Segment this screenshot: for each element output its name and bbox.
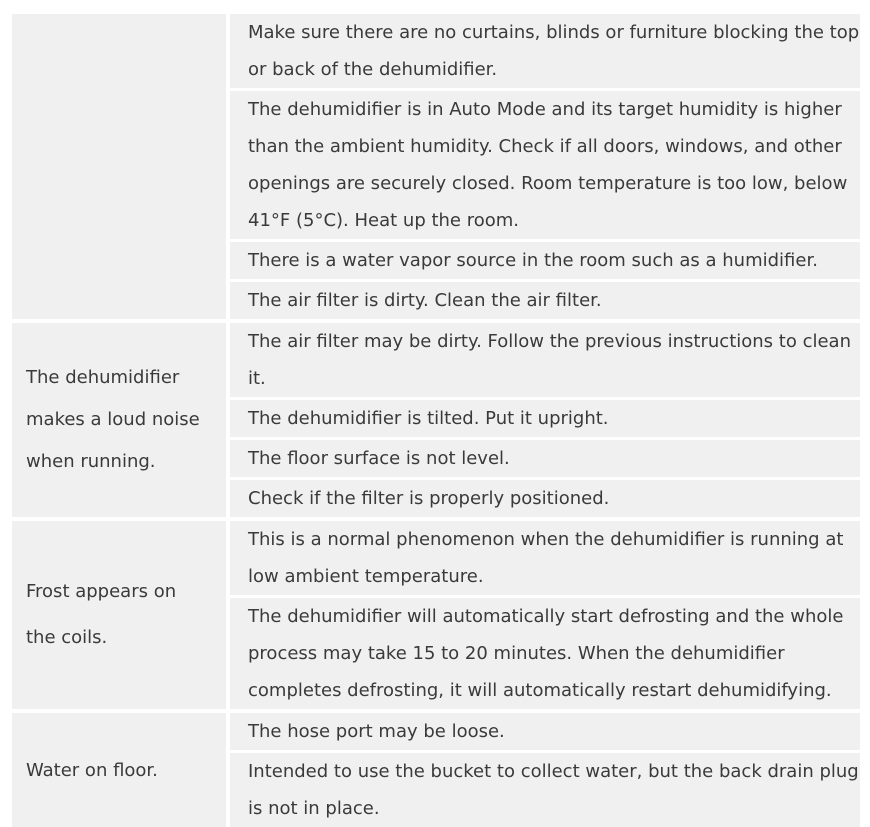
solution-cell: The air filter is dirty. Clean the air filter. [230,282,860,319]
solution-cell: This is a normal phenomenon when the dehumidifier is running at low ambient temperature. [230,521,860,598]
problem-text: Frost appears on the coils. [26,581,177,648]
solutions-column [230,713,860,827]
solution-cell: The dehumidifier will automatically start defrosting and the whole process may take 15 to 20 minutes. When the dehumidifier completes defrosting, it will automatically restart dehumidifying. [230,598,860,709]
solution-cell: The dehumidifier is tilted. Put it upright. [230,400,860,440]
solution-cell: The hose port may be loose. [230,713,860,753]
solution-cell: The floor surface is not level. [230,440,860,480]
problem-text: The dehumidifier makes a loud noise when running. [26,367,200,472]
solution-cell: The dehumidifier is in Auto Mode and its target humidity is higher than the ambient humidity. Check if all doors, windows, and other openings are securely closed. Room temperature is too low, below 41°F (5°C). Heat up the room. [230,91,860,242]
table-row-group [12,14,860,323]
solutions-column [230,323,860,517]
solution-cell: There is a water vapor source in the room such as a humidifier. [230,242,860,282]
problem-cell [12,14,230,319]
table-row-group [12,521,860,713]
problem-text: Water on floor. [26,759,158,781]
problem-cell [12,521,230,709]
table-row-group [12,323,860,521]
solution-cell: The air filter may be dirty. Follow the previous instructions to clean it. [230,323,860,400]
solution-cell: Make sure there are no curtains, blinds or furniture blocking the top or back of the dehumidifier. [230,14,860,91]
problem-cell [12,323,230,517]
solution-cell: Check if the filter is properly positioned. [230,480,860,517]
solutions-column [230,521,860,709]
table-row-group [12,713,860,827]
troubleshooting-table [12,14,860,827]
solutions-column [230,14,860,319]
solution-cell: Intended to use the bucket to collect water, but the back drain plug is not in place. [230,753,860,827]
problem-cell [12,713,230,827]
